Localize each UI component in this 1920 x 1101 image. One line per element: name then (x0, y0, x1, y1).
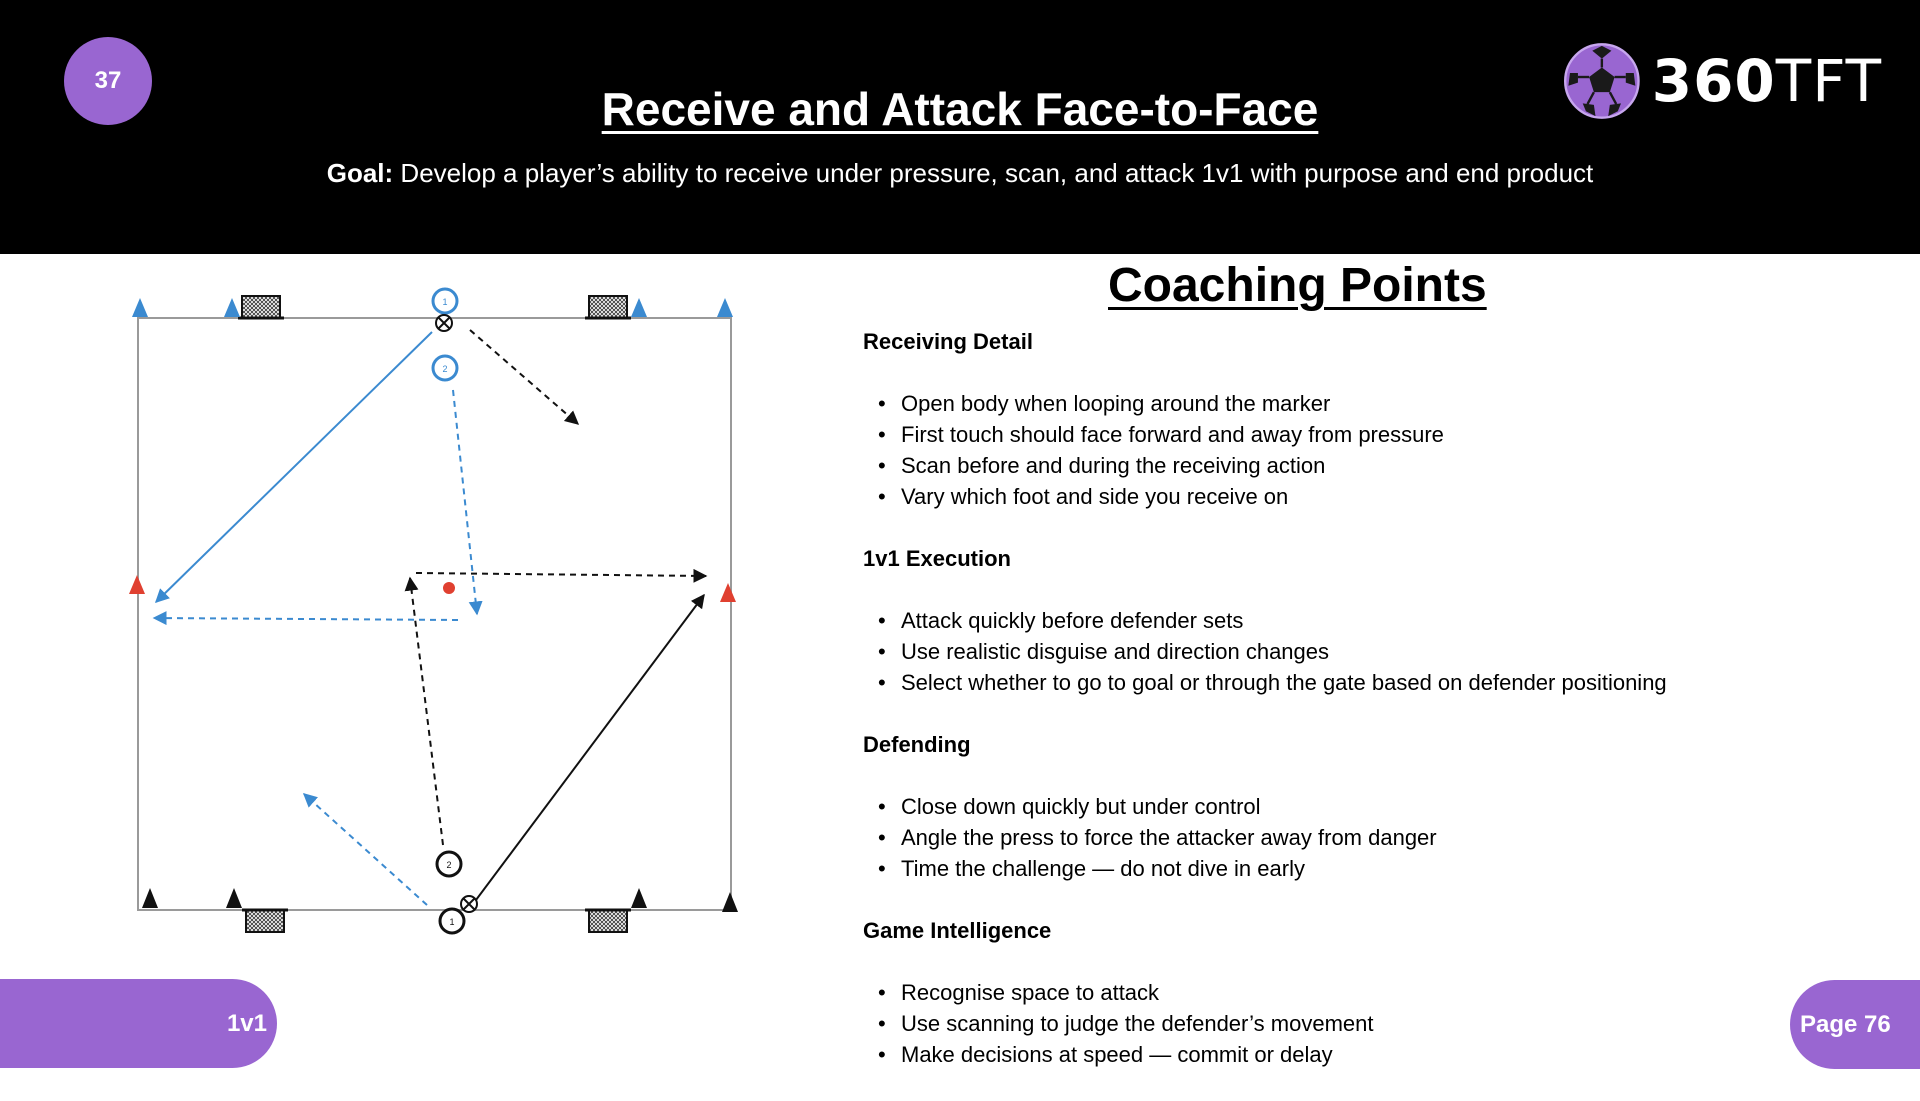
cone-blue-top-gate-left (224, 298, 240, 317)
goal-text: Develop a player’s ability to receive under pressure, scan, and attack 1v1 with purpose and end product (393, 158, 1594, 188)
page-number-tag (1790, 980, 1920, 1069)
run-line-blue-bottom (304, 794, 427, 905)
brand-logo (1562, 36, 1882, 126)
brand-wordmark: 360TFT (1651, 47, 1882, 115)
cone-black-bottom-left (142, 888, 158, 908)
pitch-boundary (138, 318, 731, 910)
cone-black-bottom-gate-right (631, 888, 647, 908)
bullet-point: • Attack quickly before defender sets (863, 605, 1863, 636)
ball-icon-bottom (461, 896, 477, 912)
player-black-2 (437, 852, 461, 876)
cone-black-bottom-right (722, 892, 738, 912)
coaching-section (863, 543, 1863, 698)
coaching-points-list (863, 326, 1863, 1101)
run-line-blue-horizontal (154, 618, 458, 620)
goal-top-left (238, 296, 284, 318)
page-title-text: Receive and Attack Face-to-Face (601, 83, 1319, 135)
cone-red-left (129, 575, 145, 594)
drill-diagram (120, 280, 760, 940)
coaching-section (863, 729, 1863, 884)
bullet-list (863, 977, 1863, 1070)
goal-bottom-right (585, 910, 631, 932)
player-black-1-label: 1 (449, 917, 455, 927)
header-band (0, 0, 1920, 254)
defender-position-marker (443, 582, 455, 594)
goal-label: Goal: (326, 158, 394, 188)
player-black-1 (440, 909, 464, 933)
section-heading: 1v1 Execution (863, 546, 1011, 571)
cone-blue-top-gate-right (631, 298, 647, 317)
goal-top-right (585, 296, 631, 318)
goal-statement (0, 158, 1920, 189)
bullet-point: • Open body when looping around the marker (863, 388, 1863, 419)
soccer-ball-icon (1562, 38, 1642, 124)
cone-blue-top-right (717, 298, 733, 317)
player-blue-2-label: 2 (442, 364, 448, 374)
bullet-point: • Angle the press to force the attacker away from danger (863, 822, 1863, 853)
bullet-point: • Select whether to go to goal or through the gate based on defender positioning (863, 667, 1863, 698)
category-tag (0, 979, 277, 1068)
ball-icon-top (436, 315, 452, 331)
bullet-point: • First touch should face forward and away from pressure (863, 419, 1863, 450)
bullet-list (863, 791, 1863, 884)
goal-bottom-left (242, 910, 288, 932)
section-heading: Game Intelligence (863, 918, 1052, 943)
coaching-section (863, 915, 1863, 1070)
drill-number-badge: 37 (64, 37, 152, 125)
category-label: 1v1 (226, 1010, 267, 1037)
bullet-point: • Use realistic disguise and direction changes (863, 636, 1863, 667)
run-line-blue-vertical (453, 390, 477, 614)
run-line-black-vertical (410, 578, 443, 845)
bullet-point: • Scan before and during the receiving action (863, 450, 1863, 481)
page-number-label: Page 76 (1800, 1011, 1891, 1038)
bullet-point: • Vary which foot and side you receive on (863, 481, 1863, 512)
cone-black-bottom-gate-left (226, 888, 242, 908)
player-blue-2 (433, 356, 457, 380)
pass-line-black (470, 595, 704, 908)
section-heading: Receiving Detail (863, 329, 1033, 354)
player-blue-1-label: 1 (442, 297, 448, 307)
bullet-list (863, 605, 1863, 698)
run-line-black-top (470, 330, 578, 424)
player-blue-1 (433, 289, 457, 313)
cone-blue-top-left (132, 298, 148, 317)
bullet-point: • Recognise space to attack (863, 977, 1863, 1008)
bullet-point: • Close down quickly but under control (863, 791, 1863, 822)
section-heading: Defending (863, 732, 971, 757)
bullet-list (863, 388, 1863, 512)
coaching-points-title: Coaching Points (1108, 259, 1487, 312)
bullet-point: • Use scanning to judge the defender’s movement (863, 1008, 1863, 1039)
pass-line-blue (156, 332, 432, 602)
run-line-black-horizontal (416, 573, 706, 576)
coaching-section (863, 326, 1863, 512)
bullet-point: • Make decisions at speed — commit or delay (863, 1039, 1863, 1070)
cone-red-right (720, 583, 736, 602)
player-black-2-label: 2 (446, 860, 452, 870)
bullet-point: • Time the challenge — do not dive in early (863, 853, 1863, 884)
